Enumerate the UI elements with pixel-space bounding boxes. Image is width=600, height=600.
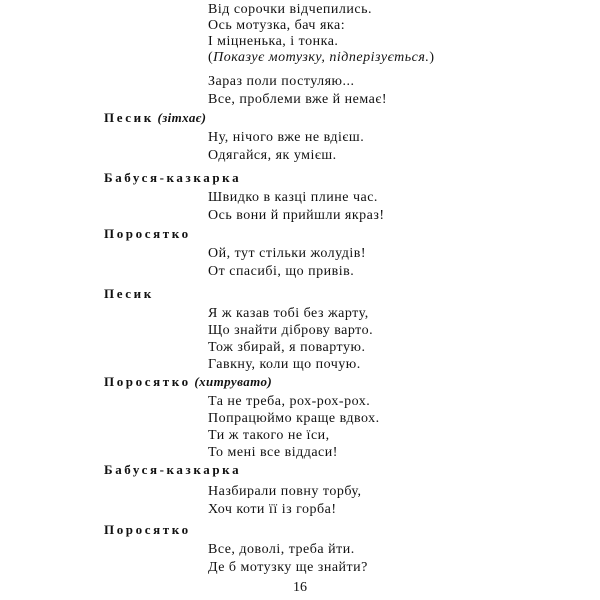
verse-line: Де б мотузку ще знайти? xyxy=(208,560,368,575)
verse-line: Одягайся, як умієш. xyxy=(208,148,337,163)
speaker-name: Бабуся-казкарка xyxy=(104,170,242,185)
verse-line: Все, доволі, треба йти. xyxy=(208,542,355,557)
speaker-name: Поросятко xyxy=(104,522,191,537)
verse-line: Ой, тут стільки жолудів! xyxy=(208,246,367,261)
speaker-name: Бабуся-казкарка xyxy=(104,462,242,477)
verse-line: От спасибі, що привів. xyxy=(208,264,355,279)
verse-line: Назбирали повну торбу, xyxy=(208,484,362,499)
verse-line: Та не треба, рох-рох-рох. xyxy=(208,394,371,409)
verse-line: Попрацюймо краще вдвох. xyxy=(208,411,380,426)
verse-line: То мені все віддаси! xyxy=(208,445,338,460)
verse-line: Ну, нічого вже не вдієш. xyxy=(208,130,365,145)
verse-line: Гавкну, коли що почую. xyxy=(208,357,361,372)
verse-line: Ось вони й прийшли якраз! xyxy=(208,208,385,223)
verse-line: Все, проблеми вже й немає! xyxy=(208,92,388,107)
speaker-name: Поросятко (хитрувато) xyxy=(104,374,273,389)
verse-line: Від сорочки відчепились. xyxy=(208,2,372,17)
speaker-name: Поросятко xyxy=(104,226,191,241)
verse-line: І міцненька, і тонка. xyxy=(208,34,339,49)
verse-line: Хоч коти її із горба! xyxy=(208,502,337,517)
stage-direction: (Показує мотузку, підперізується.) xyxy=(208,50,435,65)
speaker-name: Песик xyxy=(104,286,154,301)
verse-line: Швидко в казці плине час. xyxy=(208,190,378,205)
verse-line: Ось мотузка, бач яка: xyxy=(208,18,346,33)
speaker-name: Песик (зітхає) xyxy=(104,110,207,125)
verse-line: Я ж казав тобі без жарту, xyxy=(208,306,369,321)
page-number: 16 xyxy=(293,580,307,595)
verse-line: Тож збирай, я повартую. xyxy=(208,340,366,355)
verse-line: Що знайти діброву варто. xyxy=(208,323,374,338)
verse-line: Ти ж такого не їси, xyxy=(208,428,330,443)
verse-line: Зараз поли постуляю... xyxy=(208,74,355,89)
